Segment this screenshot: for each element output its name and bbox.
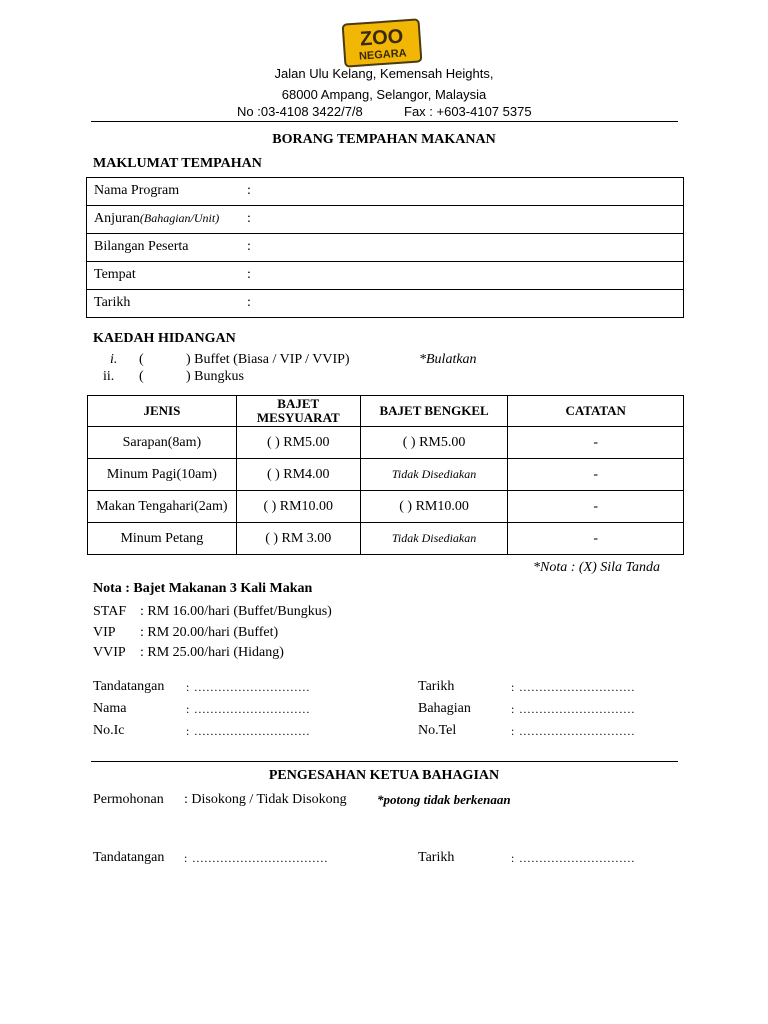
info-colon: : (247, 267, 251, 282)
ketua-tarikh-label: Tarikh (418, 850, 455, 865)
nota-label-staf: STAF (93, 604, 127, 619)
nota-heading: Nota : Bajet Makanan 3 Kali Makan (93, 581, 313, 596)
mesyuarat-option[interactable]: ( ) RM10.00 (236, 491, 360, 523)
address-line-2: 68000 Ampang, Selangor, Malaysia (281, 87, 487, 102)
bahagian-field[interactable]: : ............................. (511, 702, 636, 716)
notel-label: No.Tel (418, 723, 457, 738)
bahagian-label: Bahagian (418, 701, 471, 716)
logo-text-zoo: ZOO (359, 25, 405, 51)
nota-value-vvip: : RM 25.00/hari (Hidang) (140, 645, 284, 660)
info-row-tempat[interactable] (87, 262, 683, 290)
table-row (88, 459, 684, 491)
zoo-negara-logo (342, 18, 422, 68)
header-catatan: CATATAN (508, 396, 684, 427)
catatan-cell: - (508, 523, 684, 555)
tarikh-label: Tarikh (418, 679, 455, 694)
meal-type: Minum Pagi(10am) (88, 459, 237, 491)
nama-field[interactable]: : ............................. (186, 702, 311, 716)
option-2-bungkus-label: ) Bungkus (186, 369, 244, 384)
option-2-checkbox[interactable]: ( (139, 369, 144, 384)
nota-label-vip: VIP (93, 625, 116, 640)
header-bajet-bengkel: BAJET BENGKEL (360, 396, 508, 427)
nama-label: Nama (93, 701, 127, 716)
catatan-cell: - (508, 491, 684, 523)
option-2-number: ii. (103, 369, 115, 384)
info-label: Tarikh (94, 295, 131, 310)
header-divider (91, 121, 678, 122)
ketua-tarikh-field[interactable]: : ............................. (511, 851, 636, 865)
table-note: *Nota : (X) Sila Tanda (533, 560, 661, 575)
meal-type: Makan Tengahari(2am) (88, 491, 237, 523)
info-label: Anjuran(Bahagian/Unit) (94, 211, 220, 226)
booking-info-table (86, 177, 684, 318)
table-header-row (88, 396, 684, 427)
tarikh-field[interactable]: : ............................. (511, 680, 636, 694)
noic-label: No.Ic (93, 723, 125, 738)
permohonan-options[interactable]: : Disokong / Tidak Disokong (184, 792, 347, 807)
info-colon: : (247, 183, 251, 198)
table-row (88, 523, 684, 555)
info-label: Bilangan Peserta (94, 239, 189, 254)
nota-value-staf: : RM 16.00/hari (Buffet/Bungkus) (140, 604, 332, 619)
info-label: Nama Program (94, 183, 180, 198)
meal-budget-table (87, 395, 684, 555)
tandatangan-label: Tandatangan (93, 679, 165, 694)
option-1-checkbox[interactable]: ( (139, 352, 144, 367)
ketua-tandatangan-field[interactable]: : .................................. (184, 851, 329, 865)
nota-label-vvip: VVIP (93, 645, 126, 660)
bengkel-not-provided: Tidak Disediakan (360, 459, 508, 491)
info-row-anjuran[interactable] (87, 206, 683, 234)
table-row (88, 491, 684, 523)
info-colon: : (247, 211, 251, 226)
potong-note: *potong tidak berkenaan (377, 792, 511, 807)
section-divider (91, 761, 678, 762)
header-bajet-mesyuarat: BAJET MESYUARAT (236, 396, 360, 427)
table-row (88, 427, 684, 459)
fax-number: Fax : +603-4107 5375 (404, 104, 532, 119)
ketua-tandatangan-label: Tandatangan (93, 850, 165, 865)
mesyuarat-option[interactable]: ( ) RM5.00 (236, 427, 360, 459)
kaedah-heading: KAEDAH HIDANGAN (93, 331, 236, 346)
info-row-bilangan-peserta[interactable] (87, 234, 683, 262)
info-row-nama-program[interactable] (87, 178, 683, 206)
tandatangan-field[interactable]: : ............................. (186, 680, 311, 694)
meal-type: Sarapan(8am) (88, 427, 237, 459)
info-colon: : (247, 295, 251, 310)
noic-field[interactable]: : ............................. (186, 724, 311, 738)
permohonan-label: Permohonan (93, 792, 164, 807)
bengkel-option[interactable]: ( ) RM5.00 (360, 427, 508, 459)
info-row-tarikh[interactable] (87, 290, 683, 317)
bengkel-not-provided: Tidak Disediakan (360, 523, 508, 555)
form-title: BORANG TEMPAHAN MAKANAN (272, 132, 496, 147)
phone-number: No :03-4108 3422/7/8 (237, 104, 363, 119)
meal-type: Minum Petang (88, 523, 237, 555)
mesyuarat-option[interactable]: ( ) RM4.00 (236, 459, 360, 491)
catatan-cell: - (508, 427, 684, 459)
pengesahan-heading: PENGESAHAN KETUA BAHAGIAN (268, 768, 500, 783)
catatan-cell: - (508, 459, 684, 491)
maklumat-heading: MAKLUMAT TEMPAHAN (93, 156, 262, 171)
info-colon: : (247, 239, 251, 254)
option-1-buffet-label: ) Buffet (Biasa / VIP / VVIP) (186, 352, 350, 367)
option-1-number: i. (110, 352, 118, 367)
logo-text-negara: NEGARA (358, 47, 408, 63)
notel-field[interactable]: : ............................. (511, 724, 636, 738)
header-jenis: JENIS (88, 396, 237, 427)
bulatkan-note: *Bulatkan (419, 352, 477, 367)
info-label: Tempat (94, 267, 136, 282)
nota-value-vip: : RM 20.00/hari (Buffet) (140, 625, 279, 640)
mesyuarat-option[interactable]: ( ) RM 3.00 (236, 523, 360, 555)
address-line-1: Jalan Ulu Kelang, Kemensah Heights, (274, 66, 494, 81)
bengkel-option[interactable]: ( ) RM10.00 (360, 491, 508, 523)
